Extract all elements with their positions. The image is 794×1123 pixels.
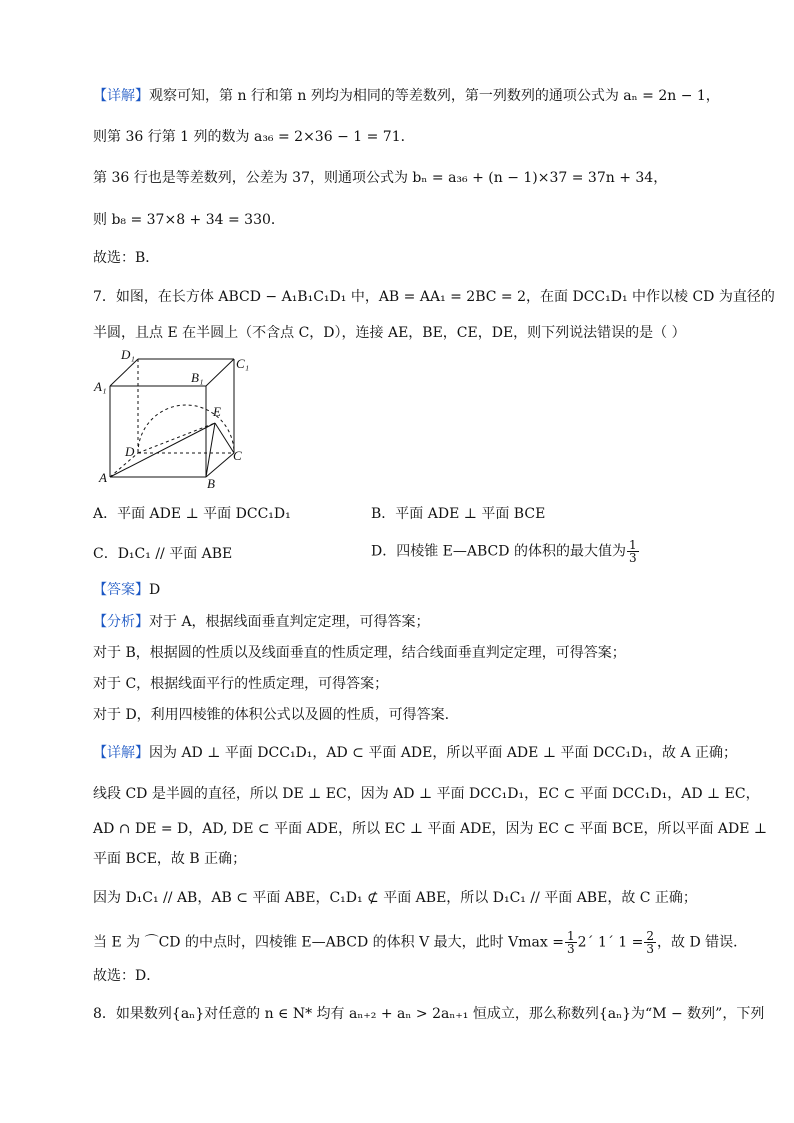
section-tag: 【详解】 — [93, 88, 149, 104]
detail-tag: 【详解】 — [93, 745, 149, 761]
detail-volume-product: 2´ 1´ 1 = — [577, 934, 644, 951]
fraction-denominator: 3 — [628, 551, 637, 565]
detail-text: 观察可知，第 n 行和第 n 列均为相同的等差数列，第一列数列的通项公式为 aₙ = 2n − 1， — [149, 88, 720, 104]
detail-line-4: 则 b₈ = 37×8 + 34 = 330． — [93, 212, 285, 228]
answer-choice-line: 故选：B． — [93, 250, 160, 266]
fraction-numerator: 2 — [646, 929, 655, 943]
detail-q7-text: 因为 AD ⊥ 平面 DCC₁D₁，AD ⊂ 平面 ADE，所以平面 ADE ⊥ 平面 DCC₁D₁，故 A 正确； — [149, 745, 737, 761]
analysis-text-a: 对于 A，根据线面垂直判定定理，可得答案； — [149, 614, 430, 630]
detail-volume-conclusion: ，故 D 错误． — [657, 934, 748, 951]
detail-line-3: 第 36 行也是等差数列，公差为 37，则通项公式为 bₙ = a₃₆ + (n − 1)×37 = 37n + 34， — [93, 170, 668, 186]
analysis-line-1 — [93, 612, 430, 632]
label-d1: D₁ — [121, 347, 135, 362]
answer-tag: 【答案】 — [93, 582, 149, 598]
label-d: D — [125, 444, 135, 459]
detail-q7-line-5: 因为 D₁C₁ // AB，AB ⊂ 平面 ABE，C₁D₁ ⊄ 平面 ABE，所以 D₁C₁ // 平面 ABE，故 C 正确； — [93, 890, 697, 906]
detail-line-2: 则第 36 行第 1 列的数为 a₃₆ = 2×36 − 1 = 71． — [93, 129, 415, 145]
label-c: C — [233, 448, 242, 463]
label-e: E — [213, 404, 221, 419]
detail-q7-line-2: 线段 CD 是半圆的直径，所以 DE ⊥ EC，因为 AD ⊥ 平面 DCC₁D₁，EC ⊂ 平面 DCC₁D₁，AD ⊥ EC， — [93, 786, 760, 802]
fraction-one-third-b — [565, 930, 577, 955]
fraction-denominator: 3 — [566, 942, 575, 956]
analysis-line-3: 对于 C，根据线面平行的性质定理，可得答案； — [93, 676, 389, 692]
question-8-line-1: 8．如果数列{aₙ}对任意的 n ∈ N* 均有 aₙ₊₂ + aₙ > 2aₙ₊₁ 恒成立，那么称数列{aₙ}为“M − 数列”，下列 — [93, 1006, 765, 1022]
detail-q7-line-4: 平面 BCE，故 B 正确； — [93, 851, 247, 867]
option-c: C．D₁C₁ // 平面 ABE — [93, 546, 233, 562]
question-7-line-2: 半圆，且点 E 在半圆上（不含点 C，D），连接 AE，BE，CE，DE，则下列说法错误的是（ ） — [93, 325, 686, 341]
analysis-line-4: 对于 D，利用四棱锥的体积公式以及圆的性质，可得答案. — [93, 707, 450, 723]
cuboid-figure — [93, 344, 253, 489]
detail-q7-line-1 — [93, 743, 737, 763]
fraction-numerator: 1 — [566, 929, 575, 943]
detail-q7-line-3: AD ∩ DE = D，AD, DE ⊂ 平面 ADE，所以 EC ⊥ 平面 ADE，因为 EC ⊂ 平面 BCE，所以平面 ADE ⊥ — [93, 821, 768, 837]
answer-line — [93, 580, 160, 600]
fraction-one-third — [627, 539, 639, 564]
analysis-tag: 【分析】 — [93, 614, 149, 630]
label-b1: B₁ — [191, 370, 204, 385]
detail-q7-line-6 — [93, 930, 747, 955]
fraction-numerator: 1 — [628, 538, 637, 552]
detail-q7-line-7: 故选：D． — [93, 968, 161, 984]
fraction-denominator: 3 — [646, 942, 655, 956]
option-a: A．平面 ADE ⊥ 平面 DCC₁D₁ — [93, 506, 291, 522]
detail-volume-text: 当 E 为 ⌒CD 的中点时，四棱锥 E—ABCD 的体积 V 最大，此时 Vmax = — [93, 934, 564, 951]
answer-value: D — [149, 582, 161, 598]
option-d — [371, 539, 640, 564]
label-a: A — [99, 470, 107, 485]
question-7-line-1: 7．如图，在长方体 ABCD − A₁B₁C₁D₁ 中，AB = AA₁ = 2BC = 2，在面 DCC₁D₁ 中作以棱 CD 为直径的 — [93, 289, 775, 305]
detail-line-1 — [93, 86, 720, 106]
option-b: B．平面 ADE ⊥ 平面 BCE — [371, 506, 546, 522]
option-d-text: D．四棱锥 E—ABCD 的体积的最大值为 — [371, 543, 626, 560]
label-a1: A₁ — [94, 379, 107, 394]
analysis-line-2: 对于 B，根据圆的性质以及线面垂直的性质定理，结合线面垂直判定定理，可得答案； — [93, 645, 626, 661]
label-b: B — [207, 476, 215, 489]
label-c1: C₁ — [236, 356, 250, 371]
fraction-two-thirds — [644, 930, 656, 955]
